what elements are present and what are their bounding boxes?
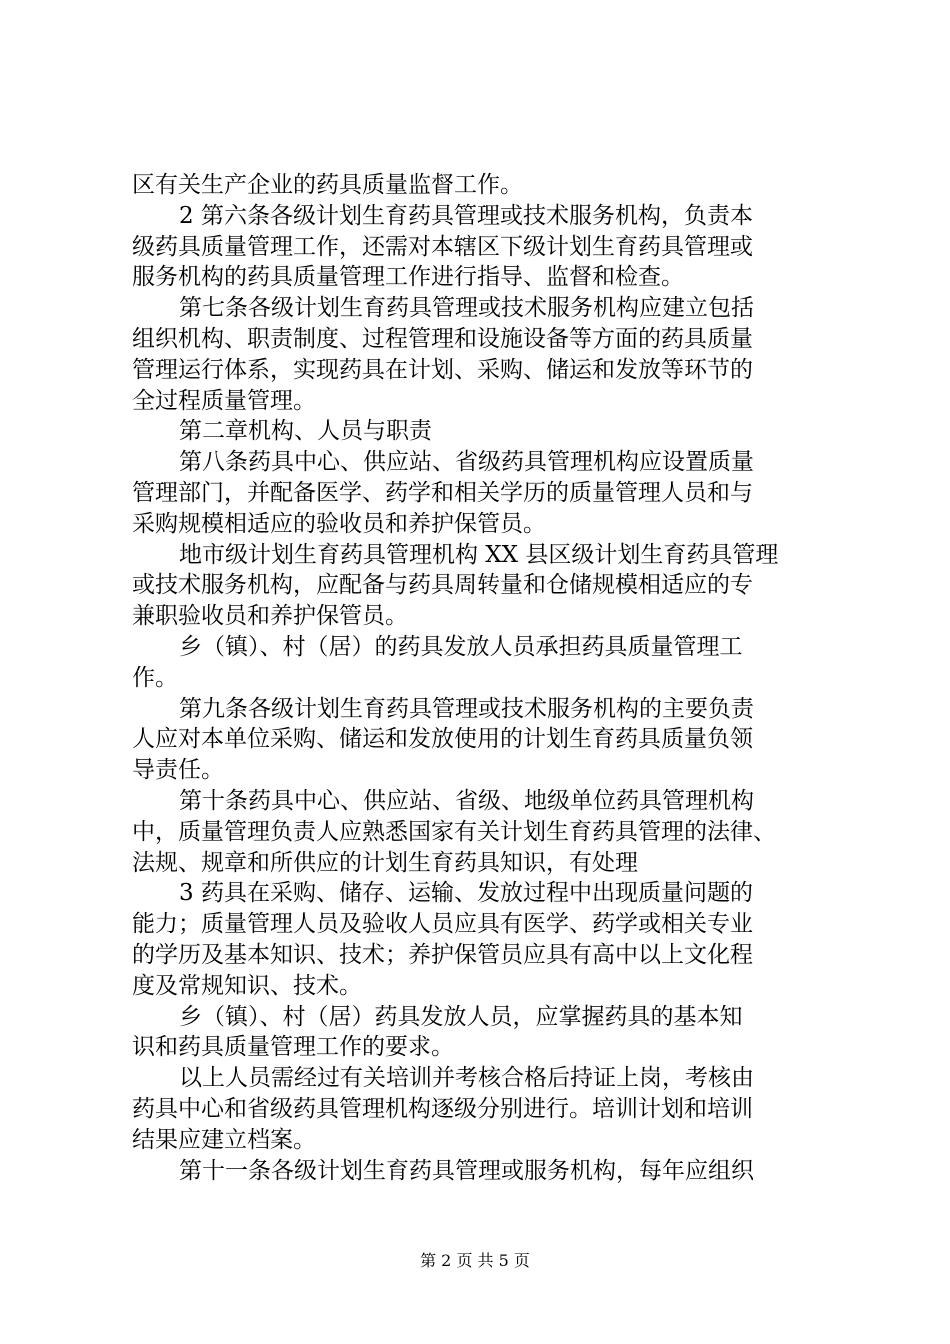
text-line: 第八条药具中心、供应站、省级药具管理机构应设置质量	[179, 449, 754, 476]
text-line: 结果应建立档案。	[132, 1126, 316, 1153]
text-line: 第十一条各级计划生育药具管理或服务机构，每年应组织	[179, 1157, 754, 1184]
text-line: 服务机构的药具质量管理工作进行指导、监督和检查。	[132, 264, 684, 291]
text-line: 2 第六条各级计划生育药具管理或技术服务机构，负责本	[179, 202, 753, 229]
chapter-heading: 第二章机构、人员与职责	[179, 418, 432, 445]
text-line: 兼职验收员和养护保管员。	[132, 603, 408, 630]
text-line: 中，质量管理负责人应熟悉国家有关计划生育药具管理的法律、	[132, 818, 776, 845]
text-line: 第七条各级计划生育药具管理或技术服务机构应建立包括	[179, 295, 754, 322]
text-line: 第十条药具中心、供应站、省级、地级单位药具管理机构	[179, 787, 754, 814]
text-line: 组织机构、职责制度、过程管理和设施设备等方面的药具质量	[132, 325, 753, 352]
text-line: 乡（镇）、村（居）药具发放人员，应掌握药具的基本知	[179, 1003, 743, 1030]
text-line: 区有关生产企业的药具质量监督工作。	[132, 172, 523, 198]
document-body	[132, 170, 832, 1186]
text-line: 地市级计划生育药具管理机构 XX 县区级计划生育药具管理	[179, 541, 779, 568]
text-line: 的学历及基本知识、技术；养护保管员应具有高中以上文化程	[132, 941, 753, 968]
text-line: 作。	[132, 664, 178, 691]
page-number-footer: 第 2 页 共 5 页	[420, 1251, 530, 1270]
text-line: 度及常规知识、技术。	[132, 972, 362, 999]
text-line: 乡（镇）、村（居）的药具发放人员承担药具质量管理工	[179, 633, 743, 660]
text-line: 人应对本单位采购、储运和发放使用的计划生育药具质量负领	[132, 726, 753, 753]
text-line: 全过程质量管理。	[132, 387, 316, 414]
text-line: 级药具质量管理工作，还需对本辖区下级计划生育药具管理或	[132, 233, 753, 260]
text-line: 管理部门，并配备医学、药学和相关学历的质量管理人员和与	[132, 479, 753, 506]
text-line: 采购规模相适应的验收员和养护保管员。	[132, 510, 546, 537]
text-line: 导责任。	[132, 757, 224, 784]
text-line: 管理运行体系，实现药具在计划、采购、储运和发放等环节的	[132, 356, 753, 383]
text-line: 3 药具在采购、储存、运输、发放过程中出现质量问题的	[179, 880, 753, 907]
text-line: 或技术服务机构，应配备与药具周转量和仓储规模相适应的专	[132, 572, 753, 599]
text-line: 识和药具质量管理工作的要求。	[132, 1034, 454, 1061]
text-line: 能力；质量管理人员及验收人员应具有医学、药学或相关专业	[132, 911, 753, 938]
text-line: 药具中心和省级药具管理机构逐级分别进行。培训计划和培训	[132, 1095, 753, 1122]
text-line: 以上人员需经过有关培训并考核合格后持证上岗，考核由	[179, 1065, 754, 1092]
text-line: 第九条各级计划生育药具管理或技术服务机构的主要负责	[179, 695, 754, 722]
text-line: 法规、规章和所供应的计划生育药具知识，有处理	[132, 849, 638, 876]
